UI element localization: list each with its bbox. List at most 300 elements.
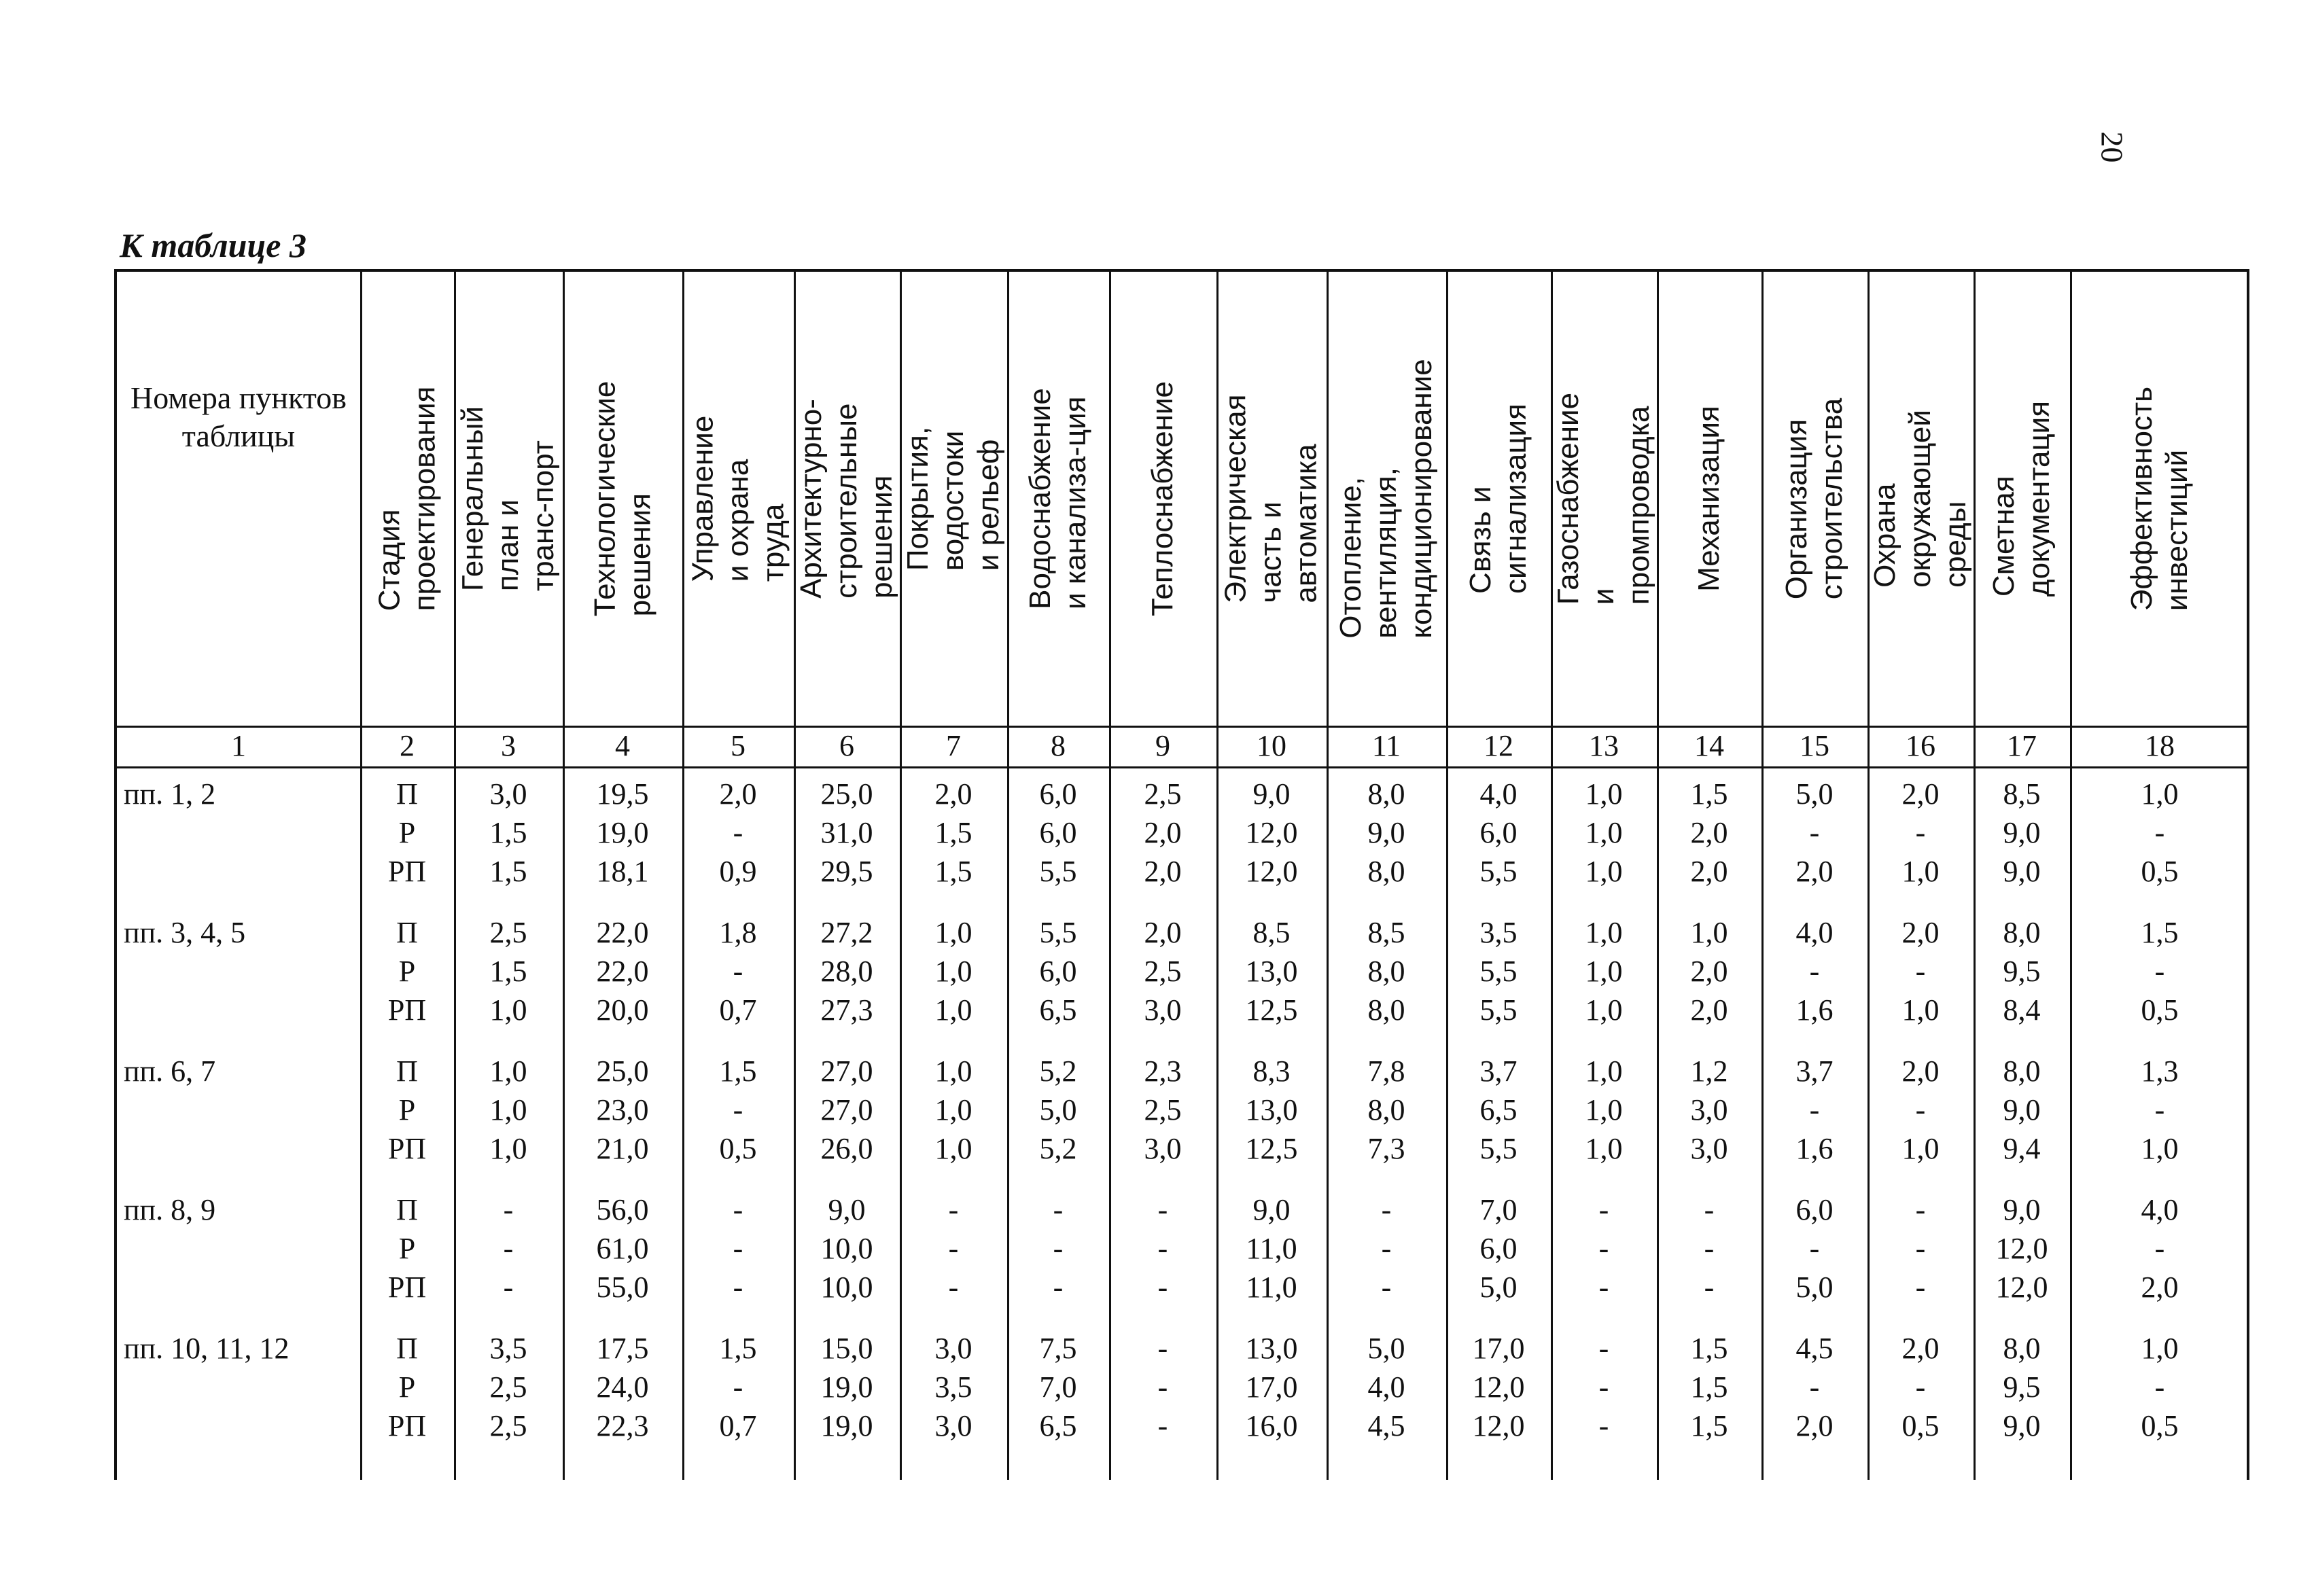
cell-value: 29,5 (820, 855, 873, 888)
cell-value: 0,5 (2141, 993, 2179, 1027)
table-cell (1109, 913, 1216, 1029)
cell-value: 6,5 (1039, 1409, 1077, 1442)
cell-value: 16,0 (1245, 1409, 1298, 1442)
cell-value: 3,0 (934, 1332, 972, 1365)
cell-value: 3,0 (1144, 1132, 1182, 1165)
table-cell (1868, 913, 1974, 1029)
table-cell (454, 775, 563, 891)
cell-value: - (733, 1232, 743, 1265)
table-cell (1657, 1329, 1761, 1445)
table-cell (1657, 775, 1761, 891)
table-cell (682, 913, 794, 1029)
cell-value: 1,5 (719, 1332, 757, 1365)
column-divider (1216, 272, 1218, 1480)
cell-value: 2,3 (1144, 1054, 1182, 1088)
header-label: Покрытия, водостоки и рельеф (901, 426, 1006, 571)
table-cell (563, 913, 682, 1029)
table-cell (682, 1329, 794, 1445)
table-cell (1109, 775, 1216, 891)
cell-value: 0,5 (719, 1132, 757, 1165)
cell-value: 1,0 (934, 955, 972, 988)
header-cell (1216, 272, 1327, 726)
table-cell (563, 1329, 682, 1445)
cell-value: 2,0 (1690, 816, 1728, 849)
header-cell (1327, 272, 1446, 726)
cell-value: 8,3 (1252, 1054, 1291, 1088)
cell-value: 1,5 (1690, 777, 1728, 811)
cell-value: 2,5 (489, 1370, 527, 1404)
cell-value: 2,0 (1144, 916, 1182, 949)
cell-value: - (1053, 1193, 1064, 1226)
cell-value: 8,5 (1252, 916, 1291, 949)
column-divider (563, 272, 565, 1480)
cell-value: 6,0 (1039, 955, 1077, 988)
cell-value: 1,5 (1690, 1332, 1728, 1365)
column-number: 10 (1257, 729, 1286, 762)
table-cell (1109, 1052, 1216, 1168)
table-cell (1761, 775, 1868, 891)
cell-value: 2,5 (489, 1409, 527, 1442)
cell-value: 1,5 (489, 816, 527, 849)
cell-value: 9,4 (2003, 1132, 2041, 1165)
header-label: Связь и сигнализация (1464, 404, 1532, 594)
cell-value: 1,0 (1901, 993, 1940, 1027)
cell-value: 1,5 (934, 816, 972, 849)
cell-value: 10,0 (820, 1232, 873, 1265)
cell-value: 4,5 (1367, 1409, 1405, 1442)
table-cell (1007, 1190, 1109, 1307)
table-cell (360, 913, 454, 1029)
column-number: 18 (2145, 729, 2175, 762)
table-cell (1551, 1052, 1657, 1168)
column-divider (360, 272, 362, 1480)
cell-value: 19,0 (596, 816, 649, 849)
cell-value: 25,0 (596, 1054, 649, 1088)
cell-value: - (1809, 816, 1820, 849)
cell-value: 8,0 (1367, 955, 1405, 988)
cell-value: 2,0 (2141, 1271, 2179, 1304)
cell-value: 26,0 (820, 1132, 873, 1165)
cell-value: 1,0 (1585, 1093, 1623, 1127)
cell-value: 19,5 (596, 777, 649, 811)
cell-value: 5,5 (1039, 855, 1077, 888)
cell-value: 5,5 (1479, 855, 1518, 888)
cell-value: 7,8 (1367, 1054, 1405, 1088)
cell-value: 9,0 (828, 1193, 866, 1226)
header-cell (2070, 272, 2249, 726)
cell-value: - (1598, 1232, 1609, 1265)
table-cell (1007, 775, 1109, 891)
header-cell (682, 272, 794, 726)
header-label: Эффективность инвестиций (2125, 386, 2194, 611)
cell-value: - (2154, 816, 2165, 849)
cell-value: 1,0 (489, 1093, 527, 1127)
cell-value: 61,0 (596, 1232, 649, 1265)
table-cell (1761, 1052, 1868, 1168)
cell-value: - (1053, 1232, 1064, 1265)
cell-value: 0,7 (719, 993, 757, 1027)
header-label: Генеральный план и транс-порт (456, 406, 561, 592)
cell-value: - (1157, 1232, 1168, 1265)
header-cell (1551, 272, 1657, 726)
cell-value: 1,5 (719, 1054, 757, 1088)
cell-value: 8,0 (2003, 1332, 2041, 1365)
table-cell (1761, 1329, 1868, 1445)
cell-value: - (1915, 1370, 1926, 1404)
cell-value: 27,0 (820, 1054, 873, 1088)
cell-value: 8,0 (1367, 855, 1405, 888)
cell-value: - (2154, 1370, 2165, 1404)
cell-value: 8,0 (2003, 916, 2041, 949)
cell-value: 2,0 (1690, 855, 1728, 888)
table-cell (1868, 1052, 1974, 1168)
header-label: Газоснабжение и промпроводка (1551, 392, 1655, 605)
cell-value: 5,0 (1367, 1332, 1405, 1365)
cell-value: - (503, 1193, 514, 1226)
cell-value: - (1809, 1232, 1820, 1265)
row-label (117, 1329, 360, 1368)
cell-value: 1,0 (1585, 855, 1623, 888)
cell-value: 2,0 (1690, 993, 1728, 1027)
cell-value: 0,5 (1901, 1409, 1940, 1442)
cell-value: - (948, 1232, 959, 1265)
cell-value: 1,0 (2141, 777, 2179, 811)
cell-value: 1,0 (1585, 916, 1623, 949)
cell-value: 9,0 (1252, 1193, 1291, 1226)
cell-value: 2,0 (1901, 777, 1940, 811)
table-cell (1974, 775, 2070, 891)
cell-value: 22,0 (596, 916, 649, 949)
cell-value: 4,0 (2141, 1193, 2179, 1226)
table-cell (1007, 1329, 1109, 1445)
table-cell (360, 1329, 454, 1445)
table-cell (1327, 1052, 1446, 1168)
cell-value: 12,0 (1995, 1232, 2048, 1265)
table-cell (563, 1190, 682, 1307)
column-number: 1 (231, 729, 246, 762)
table-cell (900, 775, 1007, 891)
cell-value: 1,6 (1795, 993, 1834, 1027)
column-number-row (117, 726, 2247, 766)
column-number: 7 (946, 729, 961, 762)
header-label: Архитектурно-строительные решения (794, 399, 899, 599)
cell-value: 11,0 (1246, 1232, 1297, 1265)
cell-value: 7,0 (1479, 1193, 1518, 1226)
table-cell (1974, 1329, 2070, 1445)
cell-value: 20,0 (596, 993, 649, 1027)
cell-value: 2,0 (1901, 1054, 1940, 1088)
cell-value: 0,9 (719, 855, 757, 888)
cell-value: 56,0 (596, 1193, 649, 1226)
cell-value: 6,0 (1039, 816, 1077, 849)
cell-value: 2,0 (1795, 855, 1834, 888)
header-label: Охрана окружающей среды (1868, 410, 1973, 588)
cell-value: 12,0 (1472, 1370, 1525, 1404)
cell-value: 2,0 (1690, 955, 1728, 988)
cell-value: 3,5 (489, 1332, 527, 1365)
cell-value: 1,0 (1585, 1054, 1623, 1088)
cell-value: 1,5 (489, 855, 527, 888)
cell-value: 12,0 (1245, 816, 1298, 849)
row-label-text: пп. 3, 4, 5 (124, 916, 246, 949)
header-label: Стадия проектирования (372, 386, 442, 611)
header-label: Сметная документация (1987, 400, 2056, 597)
table-cell (1327, 1329, 1446, 1445)
cell-value: - (1053, 1271, 1064, 1304)
header-cell (794, 272, 900, 726)
table-cell (454, 1052, 563, 1168)
row-label-text: пп. 8, 9 (124, 1193, 216, 1226)
column-number: 3 (501, 729, 516, 762)
header-label: Организация строительства (1780, 397, 1848, 600)
row-label (117, 1052, 360, 1090)
cell-value: 2,0 (1144, 816, 1182, 849)
cell-value: 4,0 (1479, 777, 1518, 811)
cell-value: 9,0 (1252, 777, 1291, 811)
table-cell (1761, 1190, 1868, 1307)
cell-value: 8,0 (2003, 1054, 2041, 1088)
cell-value: - (1598, 1193, 1609, 1226)
cell-value: - (1809, 1370, 1820, 1404)
cell-value: - (733, 1093, 743, 1127)
cell-value: 11,0 (1246, 1271, 1297, 1304)
table-cell (1446, 1190, 1551, 1307)
cell-value: - (733, 816, 743, 849)
cell-value: - (1915, 1271, 1926, 1304)
cell-value: 1,0 (934, 1093, 972, 1127)
cell-value: 27,0 (820, 1093, 873, 1127)
table-cell (1216, 1329, 1327, 1445)
cell-value: 13,0 (1245, 955, 1298, 988)
table-cell (682, 1052, 794, 1168)
header-cell (1974, 272, 2070, 726)
cell-value: 6,0 (1479, 816, 1518, 849)
cell-value: 4,0 (1795, 916, 1834, 949)
column-number: 9 (1155, 729, 1170, 762)
table-cell (1007, 913, 1109, 1029)
header-label: Номера пунктов таблицы (130, 380, 347, 453)
cell-value: РП (387, 1132, 427, 1165)
table-cell (1868, 1329, 1974, 1445)
column-divider (1109, 272, 1111, 1480)
page-number: 20 (2094, 131, 2130, 163)
cell-value: 3,0 (1690, 1093, 1728, 1127)
cell-value: 3,5 (1479, 916, 1518, 949)
cell-value: 5,0 (1795, 777, 1834, 811)
header-cell (900, 272, 1007, 726)
column-number: 5 (731, 729, 746, 762)
column-divider (794, 272, 796, 1480)
column-divider (454, 272, 456, 1480)
cell-value: П (396, 1332, 418, 1365)
cell-value: 4,5 (1795, 1332, 1834, 1365)
column-divider (1551, 272, 1553, 1480)
cell-value: 8,4 (2003, 993, 2041, 1027)
cell-value: 1,0 (1585, 993, 1623, 1027)
cell-value: 2,0 (1795, 1409, 1834, 1442)
cell-value: 9,5 (2003, 1370, 2041, 1404)
cell-value: 1,0 (489, 1132, 527, 1165)
table-cell (454, 1329, 563, 1445)
cell-value: 9,0 (2003, 1193, 2041, 1226)
table-cell (563, 1052, 682, 1168)
cell-value: РП (387, 1271, 427, 1304)
cell-value: 12,5 (1245, 1132, 1298, 1165)
table-cell (360, 1190, 454, 1307)
cell-value: 2,5 (489, 916, 527, 949)
cell-value: - (2154, 1093, 2165, 1127)
cell-value: 12,0 (1245, 855, 1298, 888)
cell-value: 2,5 (1144, 1093, 1182, 1127)
cell-value: - (1157, 1409, 1168, 1442)
table-cell (1109, 1329, 1216, 1445)
cell-value: 1,8 (719, 916, 757, 949)
cell-value: 1,0 (1585, 816, 1623, 849)
cell-value: 2,5 (1144, 955, 1182, 988)
cell-value: - (1915, 1093, 1926, 1127)
table-cell (1657, 1052, 1761, 1168)
cell-value: 0,5 (2141, 1409, 2179, 1442)
cell-value: 6,5 (1479, 1093, 1518, 1127)
column-number: 16 (1906, 729, 1935, 762)
cell-value: 5,2 (1039, 1054, 1077, 1088)
data-table (114, 269, 2249, 1480)
cell-value: - (1598, 1370, 1609, 1404)
table-cell (360, 1052, 454, 1168)
cell-value: 1,5 (1690, 1370, 1728, 1404)
cell-value: 9,0 (2003, 1093, 2041, 1127)
table-cell (682, 775, 794, 891)
cell-value: П (396, 1054, 418, 1088)
cell-value: 3,0 (489, 777, 527, 811)
cell-value: 1,0 (934, 916, 972, 949)
cell-value: 3,5 (934, 1370, 972, 1404)
table-cell (1446, 1052, 1551, 1168)
cell-value: - (733, 955, 743, 988)
cell-value: 5,5 (1479, 1132, 1518, 1165)
cell-value: 6,0 (1795, 1193, 1834, 1226)
cell-value: 8,0 (1367, 777, 1405, 811)
cell-value: Р (398, 1232, 416, 1265)
cell-value: 9,0 (2003, 816, 2041, 849)
header-label: Отопление, вентиляция, кондиционирование (1334, 359, 1438, 639)
cell-value: РП (387, 993, 427, 1027)
cell-value: 8,5 (2003, 777, 2041, 811)
cell-value: 1,6 (1795, 1132, 1834, 1165)
cell-value: 1,3 (2141, 1054, 2179, 1088)
cell-value: - (1915, 1193, 1926, 1226)
cell-value: - (1809, 955, 1820, 988)
cell-value: 28,0 (820, 955, 873, 988)
cell-value: - (1915, 816, 1926, 849)
cell-value: 9,0 (1367, 816, 1405, 849)
cell-value: 1,0 (1585, 955, 1623, 988)
cell-value: 2,0 (1901, 916, 1940, 949)
cell-value: 27,3 (820, 993, 873, 1027)
cell-value: - (1157, 1193, 1168, 1226)
table-cell (1551, 1329, 1657, 1445)
cell-value: 5,5 (1479, 993, 1518, 1027)
cell-value: Р (398, 1370, 416, 1404)
cell-value: 6,0 (1039, 777, 1077, 811)
cell-value: - (733, 1193, 743, 1226)
table-cell (1327, 913, 1446, 1029)
cell-value: 6,5 (1039, 993, 1077, 1027)
table-cell (1657, 913, 1761, 1029)
column-divider (1868, 272, 1870, 1480)
column-divider (900, 272, 902, 1480)
cell-value: 1,5 (489, 955, 527, 988)
header-cell (360, 272, 454, 726)
table-cell (2070, 1329, 2249, 1445)
column-number: 8 (1051, 729, 1066, 762)
cell-value: 3,0 (934, 1409, 972, 1442)
column-number: 14 (1694, 729, 1724, 762)
table-cell (794, 775, 900, 891)
column-number: 17 (2007, 729, 2037, 762)
cell-value: Р (398, 955, 416, 988)
table-cell (1216, 913, 1327, 1029)
column-divider (1446, 272, 1448, 1480)
cell-value: 1,0 (1585, 777, 1623, 811)
table-cell (682, 1190, 794, 1307)
table-cell (794, 1052, 900, 1168)
cell-value: 22,0 (596, 955, 649, 988)
cell-value: 3,7 (1795, 1054, 1834, 1088)
number-row-divider (117, 766, 2247, 768)
header-label: Механизация (1692, 406, 1726, 592)
header-cell (1761, 272, 1868, 726)
table-cell (1216, 1190, 1327, 1307)
cell-value: 17,5 (596, 1332, 649, 1365)
table-cell (900, 1190, 1007, 1307)
cell-value: 0,7 (719, 1409, 757, 1442)
cell-value: 1,0 (2141, 1332, 2179, 1365)
column-divider (1761, 272, 1764, 1480)
cell-value: РП (387, 1409, 427, 1442)
cell-value: Р (398, 1093, 416, 1127)
cell-value: - (2154, 1232, 2165, 1265)
column-divider (2070, 272, 2072, 1480)
column-number: 11 (1371, 729, 1401, 762)
cell-value: 1,0 (934, 1132, 972, 1165)
cell-value: - (1157, 1332, 1168, 1365)
cell-value: П (396, 1193, 418, 1226)
cell-value: 1,5 (1690, 1409, 1728, 1442)
table-cell (1327, 775, 1446, 891)
cell-value: 15,0 (820, 1332, 873, 1365)
cell-value: 4,0 (1367, 1370, 1405, 1404)
table-cell (1216, 775, 1327, 891)
cell-value: 1,0 (1901, 855, 1940, 888)
cell-value: Р (398, 816, 416, 849)
column-number: 6 (839, 729, 854, 762)
cell-value: - (1809, 1093, 1820, 1127)
header-cell (1657, 272, 1761, 726)
cell-value: - (503, 1232, 514, 1265)
table-cell (2070, 1052, 2249, 1168)
column-divider (682, 272, 684, 1480)
cell-value: 7,3 (1367, 1132, 1405, 1165)
table-cell (1974, 913, 2070, 1029)
cell-value: 1,0 (1901, 1132, 1940, 1165)
cell-value: 7,5 (1039, 1332, 1077, 1365)
header-label: Управление и охрана труда (686, 415, 790, 582)
table-cell (1974, 1052, 2070, 1168)
table-cell (1216, 1052, 1327, 1168)
table-cell (1868, 1190, 1974, 1307)
row-label (117, 1190, 360, 1229)
